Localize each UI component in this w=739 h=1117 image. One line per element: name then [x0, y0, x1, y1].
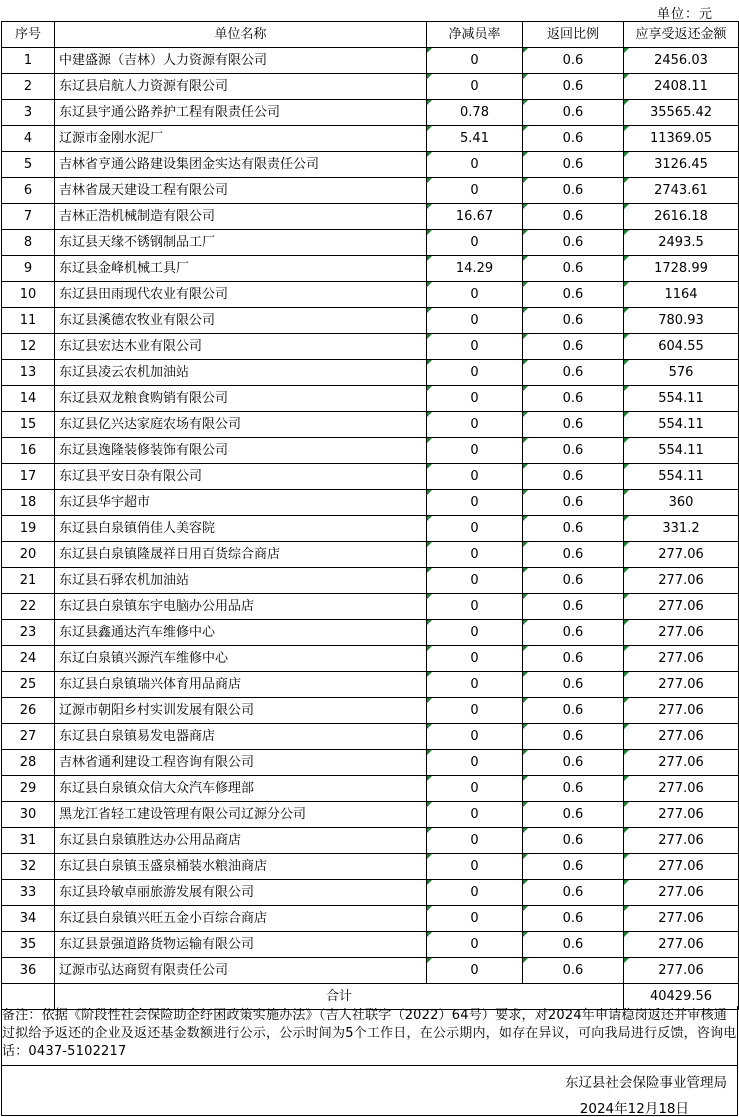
unit-name-cell[interactable]: 东辽县白泉镇易发电器商店	[55, 724, 427, 750]
row-number-cell[interactable]: 16	[2, 438, 55, 464]
refund-amount-cell[interactable]: 277.06	[624, 568, 739, 594]
row-number-cell[interactable]: 18	[2, 490, 55, 516]
reduction-rate-cell[interactable]: 0	[427, 932, 523, 958]
row-number-cell[interactable]: 22	[2, 594, 55, 620]
row-number-cell[interactable]: 27	[2, 724, 55, 750]
return-ratio-cell[interactable]: 0.6	[523, 256, 624, 282]
reduction-rate-cell[interactable]: 0	[427, 776, 523, 802]
reduction-rate-cell[interactable]: 0	[427, 828, 523, 854]
reduction-rate-cell[interactable]: 0	[427, 594, 523, 620]
table-row	[2, 516, 739, 542]
unit-name-cell[interactable]: 东辽县天缘不锈钢制品工厂	[55, 230, 427, 256]
reduction-rate-cell[interactable]: 5.41	[427, 126, 523, 152]
return-ratio-cell[interactable]: 0.6	[523, 308, 624, 334]
reduction-rate-cell[interactable]: 0	[427, 646, 523, 672]
refund-amount-cell[interactable]: 277.06	[624, 724, 739, 750]
refund-amount-cell[interactable]: 576	[624, 360, 739, 386]
refund-amount-cell[interactable]: 277.06	[624, 906, 739, 932]
table-row	[2, 230, 739, 256]
reduction-rate-cell[interactable]: 0	[427, 854, 523, 880]
return-ratio-cell[interactable]: 0.6	[523, 100, 624, 126]
refund-amount-cell[interactable]: 331.2	[624, 516, 739, 542]
row-number-cell[interactable]: 35	[2, 932, 55, 958]
reduction-rate-cell[interactable]: 0	[427, 490, 523, 516]
border-right	[737, 1006, 738, 1116]
total-no-cell[interactable]	[2, 984, 55, 1010]
reduction-rate-cell[interactable]: 0	[427, 542, 523, 568]
total-label[interactable]: 合计	[55, 984, 624, 1010]
table-row	[2, 386, 739, 412]
table-row	[2, 542, 739, 568]
return-ratio-cell[interactable]: 0.6	[523, 386, 624, 412]
unit-name-cell[interactable]: 东辽县平安日杂有限公司	[55, 464, 427, 490]
row-number-cell[interactable]: 3	[2, 100, 55, 126]
unit-name-cell[interactable]: 东辽县溪德农牧业有限公司	[55, 308, 427, 334]
unit-name-cell[interactable]: 吉林省通利建设工程咨询有限公司	[55, 750, 427, 776]
return-ratio-cell[interactable]: 0.6	[523, 906, 624, 932]
unit-name-cell[interactable]: 东辽县白泉镇俏佳人美容院	[55, 516, 427, 542]
table-row	[2, 308, 739, 334]
unit-name-cell[interactable]: 东辽县金峰机械工具厂	[55, 256, 427, 282]
return-ratio-cell[interactable]: 0.6	[523, 282, 624, 308]
reduction-rate-cell[interactable]: 0	[427, 360, 523, 386]
return-ratio-cell[interactable]: 0.6	[523, 854, 624, 880]
unit-name-cell[interactable]: 东辽白泉镇兴源汽车维修中心	[55, 646, 427, 672]
return-ratio-cell[interactable]: 0.6	[523, 828, 624, 854]
reduction-rate-cell[interactable]: 0	[427, 568, 523, 594]
table-row	[2, 334, 739, 360]
reduction-rate-cell[interactable]: 0	[427, 516, 523, 542]
unit-name-cell[interactable]: 中建盛源（吉林）人力资源有限公司	[55, 48, 427, 74]
refund-amount-cell[interactable]: 277.06	[624, 776, 739, 802]
refund-amount-cell[interactable]: 604.55	[624, 334, 739, 360]
unit-name-cell[interactable]: 东辽县白泉镇瑞兴体育用品商店	[55, 672, 427, 698]
unit-name-cell[interactable]: 东辽县白泉镇隆晟祥日用百货综合商店	[55, 542, 427, 568]
row-number-cell[interactable]: 31	[2, 828, 55, 854]
row-number-cell[interactable]: 10	[2, 282, 55, 308]
return-ratio-cell[interactable]: 0.6	[523, 594, 624, 620]
return-ratio-cell[interactable]: 0.6	[523, 750, 624, 776]
row-number-cell[interactable]: 26	[2, 698, 55, 724]
refund-amount-cell[interactable]: 277.06	[624, 698, 739, 724]
refund-amount-cell[interactable]: 11369.05	[624, 126, 739, 152]
table-row	[2, 204, 739, 230]
refund-amount-cell[interactable]: 554.11	[624, 438, 739, 464]
unit-name-cell[interactable]: 东辽县石驿农机加油站	[55, 568, 427, 594]
reduction-rate-cell[interactable]: 0	[427, 880, 523, 906]
return-ratio-cell[interactable]: 0.6	[523, 126, 624, 152]
header-ratio[interactable]: 返回比例	[523, 22, 624, 48]
unit-name-cell[interactable]: 吉林正浩机械制造有限公司	[55, 204, 427, 230]
total-amount[interactable]: 40429.56	[624, 984, 739, 1010]
reduction-rate-cell[interactable]: 0	[427, 74, 523, 100]
unit-name-cell[interactable]: 东辽县白泉镇兴旺五金小百综合商店	[55, 906, 427, 932]
refund-amount-cell[interactable]: 277.06	[624, 646, 739, 672]
table-row	[2, 48, 739, 74]
unit-name-cell[interactable]: 东辽县白泉镇玉盛泉桶装水粮油商店	[55, 854, 427, 880]
row-number-cell[interactable]: 33	[2, 880, 55, 906]
reduction-rate-cell[interactable]: 0	[427, 802, 523, 828]
return-ratio-cell[interactable]: 0.6	[523, 880, 624, 906]
table-row	[2, 282, 739, 308]
row-number-cell[interactable]: 15	[2, 412, 55, 438]
table-row	[2, 672, 739, 698]
row-number-cell[interactable]: 20	[2, 542, 55, 568]
return-ratio-cell[interactable]: 0.6	[523, 672, 624, 698]
table-row	[2, 412, 739, 438]
unit-name-cell[interactable]: 东辽县景强道路货物运输有限公司	[55, 932, 427, 958]
row-number-cell[interactable]: 30	[2, 802, 55, 828]
table-row	[2, 698, 739, 724]
row-number-cell[interactable]: 19	[2, 516, 55, 542]
unit-name-cell[interactable]: 东辽县宏达木业有限公司	[55, 334, 427, 360]
row-number-cell[interactable]: 34	[2, 906, 55, 932]
unit-name-cell[interactable]: 东辽县宇通公路养护工程有限责任公司	[55, 100, 427, 126]
row-number-cell[interactable]: 32	[2, 854, 55, 880]
table-row	[2, 74, 739, 100]
unit-label: 单位：元	[656, 7, 713, 22]
return-ratio-cell[interactable]: 0.6	[523, 412, 624, 438]
table-row	[2, 906, 739, 932]
reduction-rate-cell[interactable]: 0	[427, 906, 523, 932]
table-row	[2, 724, 739, 750]
table-row	[2, 178, 739, 204]
unit-name-cell[interactable]: 辽源市金刚水泥厂	[55, 126, 427, 152]
row-number-cell[interactable]: 2	[2, 74, 55, 100]
return-ratio-cell[interactable]: 0.6	[523, 360, 624, 386]
refund-amount-cell[interactable]: 2616.18	[624, 204, 739, 230]
reduction-rate-cell[interactable]: 14.29	[427, 256, 523, 282]
reduction-rate-cell[interactable]: 0	[427, 152, 523, 178]
row-number-cell[interactable]: 12	[2, 334, 55, 360]
row-number-cell[interactable]: 7	[2, 204, 55, 230]
table-row	[2, 152, 739, 178]
border-left	[1, 1006, 2, 1116]
reduction-rate-cell[interactable]: 0	[427, 334, 523, 360]
return-ratio-cell[interactable]: 0.6	[523, 464, 624, 490]
refund-amount-cell[interactable]: 1728.99	[624, 256, 739, 282]
table-row	[2, 880, 739, 906]
row-number-cell[interactable]: 8	[2, 230, 55, 256]
table-row	[2, 854, 739, 880]
refund-table	[1, 21, 739, 1010]
return-ratio-cell[interactable]: 0.6	[523, 568, 624, 594]
refund-amount-cell[interactable]: 277.06	[624, 620, 739, 646]
row-number-cell[interactable]: 1	[2, 48, 55, 74]
table-row	[2, 568, 739, 594]
table-row	[2, 126, 739, 152]
row-number-cell[interactable]: 36	[2, 958, 55, 984]
table-row	[2, 646, 739, 672]
unit-name-cell[interactable]: 东辽县凌云农机加油站	[55, 360, 427, 386]
refund-amount-cell[interactable]: 277.06	[624, 932, 739, 958]
unit-name-cell[interactable]: 东辽县白泉镇胜达办公用品商店	[55, 828, 427, 854]
reduction-rate-cell[interactable]: 0	[427, 412, 523, 438]
row-number-cell[interactable]: 29	[2, 776, 55, 802]
unit-name-cell[interactable]: 东辽县华宇超市	[55, 490, 427, 516]
header-rate[interactable]: 净减员率	[427, 22, 523, 48]
refund-amount-cell[interactable]: 2493.5	[624, 230, 739, 256]
reduction-rate-cell[interactable]: 0	[427, 958, 523, 984]
unit-name-cell[interactable]: 东辽县双龙粮食购销有限公司	[55, 386, 427, 412]
table-row	[2, 932, 739, 958]
row-number-cell[interactable]: 25	[2, 672, 55, 698]
unit-name-cell[interactable]: 东辽县玲敏卓丽旅游发展有限公司	[55, 880, 427, 906]
header-no[interactable]: 序号	[2, 22, 55, 48]
refund-amount-cell[interactable]: 277.06	[624, 880, 739, 906]
reduction-rate-cell[interactable]: 0	[427, 724, 523, 750]
unit-name-cell[interactable]: 东辽县田雨现代农业有限公司	[55, 282, 427, 308]
header-amount[interactable]: 应享受返还金额	[624, 22, 739, 48]
unit-name-cell[interactable]: 东辽县白泉镇众信大众汽车修理部	[55, 776, 427, 802]
refund-amount-cell[interactable]: 2456.03	[624, 48, 739, 74]
row-number-cell[interactable]: 13	[2, 360, 55, 386]
row-number-cell[interactable]: 17	[2, 464, 55, 490]
table-row	[2, 594, 739, 620]
return-ratio-cell[interactable]: 0.6	[523, 490, 624, 516]
return-ratio-cell[interactable]: 0.6	[523, 542, 624, 568]
refund-amount-cell[interactable]: 3126.45	[624, 152, 739, 178]
return-ratio-cell[interactable]: 0.6	[523, 958, 624, 984]
refund-amount-cell[interactable]: 277.06	[624, 958, 739, 984]
row-number-cell[interactable]: 21	[2, 568, 55, 594]
unit-name-cell[interactable]: 吉林省晟天建设工程有限公司	[55, 178, 427, 204]
return-ratio-cell[interactable]: 0.6	[523, 698, 624, 724]
reduction-rate-cell[interactable]: 0	[427, 48, 523, 74]
row-number-cell[interactable]: 11	[2, 308, 55, 334]
reduction-rate-cell[interactable]: 0	[427, 620, 523, 646]
return-ratio-cell[interactable]: 0.6	[523, 646, 624, 672]
return-ratio-cell[interactable]: 0.6	[523, 334, 624, 360]
remark-note: 备注：依据《阶段性社会保险助企纾困政策实施办法》（吉人社联字（2022）64号）要求，对2024年申请稳岗返还并审核通过拟给予返还的企业及返还基金数额进行公示，公示时间为5个工作日，在公示期内，如存在异议，可向我局进行反馈，咨询电话：0437-5102217	[2, 1008, 737, 1059]
return-ratio-cell[interactable]: 0.6	[523, 516, 624, 542]
table-row	[2, 256, 739, 282]
unit-name-cell[interactable]: 东辽县鑫通达汽车维修中心	[55, 620, 427, 646]
refund-amount-cell[interactable]: 554.11	[624, 386, 739, 412]
table-row	[2, 958, 739, 984]
refund-amount-cell[interactable]: 780.93	[624, 308, 739, 334]
refund-amount-cell[interactable]: 360	[624, 490, 739, 516]
return-ratio-cell[interactable]: 0.6	[523, 230, 624, 256]
row-number-cell[interactable]: 4	[2, 126, 55, 152]
issuer-name: 东辽县社会保险事业管理局	[565, 1075, 727, 1091]
reduction-rate-cell[interactable]: 0	[427, 672, 523, 698]
reduction-rate-cell[interactable]: 0	[427, 698, 523, 724]
total-row	[2, 984, 739, 1010]
unit-name-cell[interactable]: 东辽县亿兴达家庭农场有限公司	[55, 412, 427, 438]
return-ratio-cell[interactable]: 0.6	[523, 74, 624, 100]
reduction-rate-cell[interactable]: 0	[427, 178, 523, 204]
refund-amount-cell[interactable]: 277.06	[624, 672, 739, 698]
unit-name-cell[interactable]: 吉林省亨通公路建设集团金实达有限责任公司	[55, 152, 427, 178]
issue-date: 2024年12月18日	[579, 1101, 689, 1117]
refund-amount-cell[interactable]: 277.06	[624, 542, 739, 568]
row-number-cell[interactable]: 24	[2, 646, 55, 672]
reduction-rate-cell[interactable]: 0	[427, 230, 523, 256]
header-name[interactable]: 单位名称	[55, 22, 427, 48]
row-number-cell[interactable]: 5	[2, 152, 55, 178]
unit-row	[0, 0, 739, 22]
reduction-rate-cell[interactable]: 0	[427, 464, 523, 490]
reduction-rate-cell[interactable]: 0	[427, 438, 523, 464]
return-ratio-cell[interactable]: 0.6	[523, 724, 624, 750]
table-body	[2, 48, 739, 984]
return-ratio-cell[interactable]: 0.6	[523, 932, 624, 958]
unit-name-cell[interactable]: 东辽县逸隆装修装饰有限公司	[55, 438, 427, 464]
unit-name-cell[interactable]: 东辽县启航人力资源有限公司	[55, 74, 427, 100]
reduction-rate-cell[interactable]: 0	[427, 386, 523, 412]
return-ratio-cell[interactable]: 0.6	[523, 802, 624, 828]
row-number-cell[interactable]: 6	[2, 178, 55, 204]
return-ratio-cell[interactable]: 0.6	[523, 48, 624, 74]
return-ratio-cell[interactable]: 0.6	[523, 438, 624, 464]
refund-amount-cell[interactable]: 554.11	[624, 412, 739, 438]
row-number-cell[interactable]: 23	[2, 620, 55, 646]
table-row	[2, 360, 739, 386]
header-row	[2, 22, 739, 48]
table-row	[2, 802, 739, 828]
reduction-rate-cell[interactable]: 0.78	[427, 100, 523, 126]
divider-line	[1, 1065, 738, 1066]
refund-amount-cell[interactable]: 277.06	[624, 828, 739, 854]
unit-name-cell[interactable]: 黑龙江省轻工建设管理有限公司辽源分公司	[55, 802, 427, 828]
return-ratio-cell[interactable]: 0.6	[523, 178, 624, 204]
refund-amount-cell[interactable]: 277.06	[624, 750, 739, 776]
table-row	[2, 438, 739, 464]
unit-name-cell[interactable]: 辽源市朝阳乡村实训发展有限公司	[55, 698, 427, 724]
unit-name-cell[interactable]: 东辽县白泉镇东宇电脑办公用品店	[55, 594, 427, 620]
unit-name-cell[interactable]: 辽源市弘达商贸有限责任公司	[55, 958, 427, 984]
table-row	[2, 750, 739, 776]
refund-amount-cell[interactable]: 1164	[624, 282, 739, 308]
return-ratio-cell[interactable]: 0.6	[523, 204, 624, 230]
refund-amount-cell[interactable]: 554.11	[624, 464, 739, 490]
reduction-rate-cell[interactable]: 0	[427, 750, 523, 776]
reduction-rate-cell[interactable]: 16.67	[427, 204, 523, 230]
refund-amount-cell[interactable]: 277.06	[624, 594, 739, 620]
return-ratio-cell[interactable]: 0.6	[523, 620, 624, 646]
table-row	[2, 490, 739, 516]
refund-amount-cell[interactable]: 277.06	[624, 802, 739, 828]
reduction-rate-cell[interactable]: 0	[427, 308, 523, 334]
refund-amount-cell[interactable]: 2408.11	[624, 74, 739, 100]
table-row	[2, 100, 739, 126]
reduction-rate-cell[interactable]: 0	[427, 282, 523, 308]
row-number-cell[interactable]: 28	[2, 750, 55, 776]
refund-amount-cell[interactable]: 2743.61	[624, 178, 739, 204]
row-number-cell[interactable]: 14	[2, 386, 55, 412]
table-row	[2, 776, 739, 802]
table-row	[2, 828, 739, 854]
table-row	[2, 620, 739, 646]
return-ratio-cell[interactable]: 0.6	[523, 776, 624, 802]
refund-amount-cell[interactable]: 35565.42	[624, 100, 739, 126]
refund-amount-cell[interactable]: 277.06	[624, 854, 739, 880]
row-number-cell[interactable]: 9	[2, 256, 55, 282]
table-row	[2, 464, 739, 490]
return-ratio-cell[interactable]: 0.6	[523, 152, 624, 178]
